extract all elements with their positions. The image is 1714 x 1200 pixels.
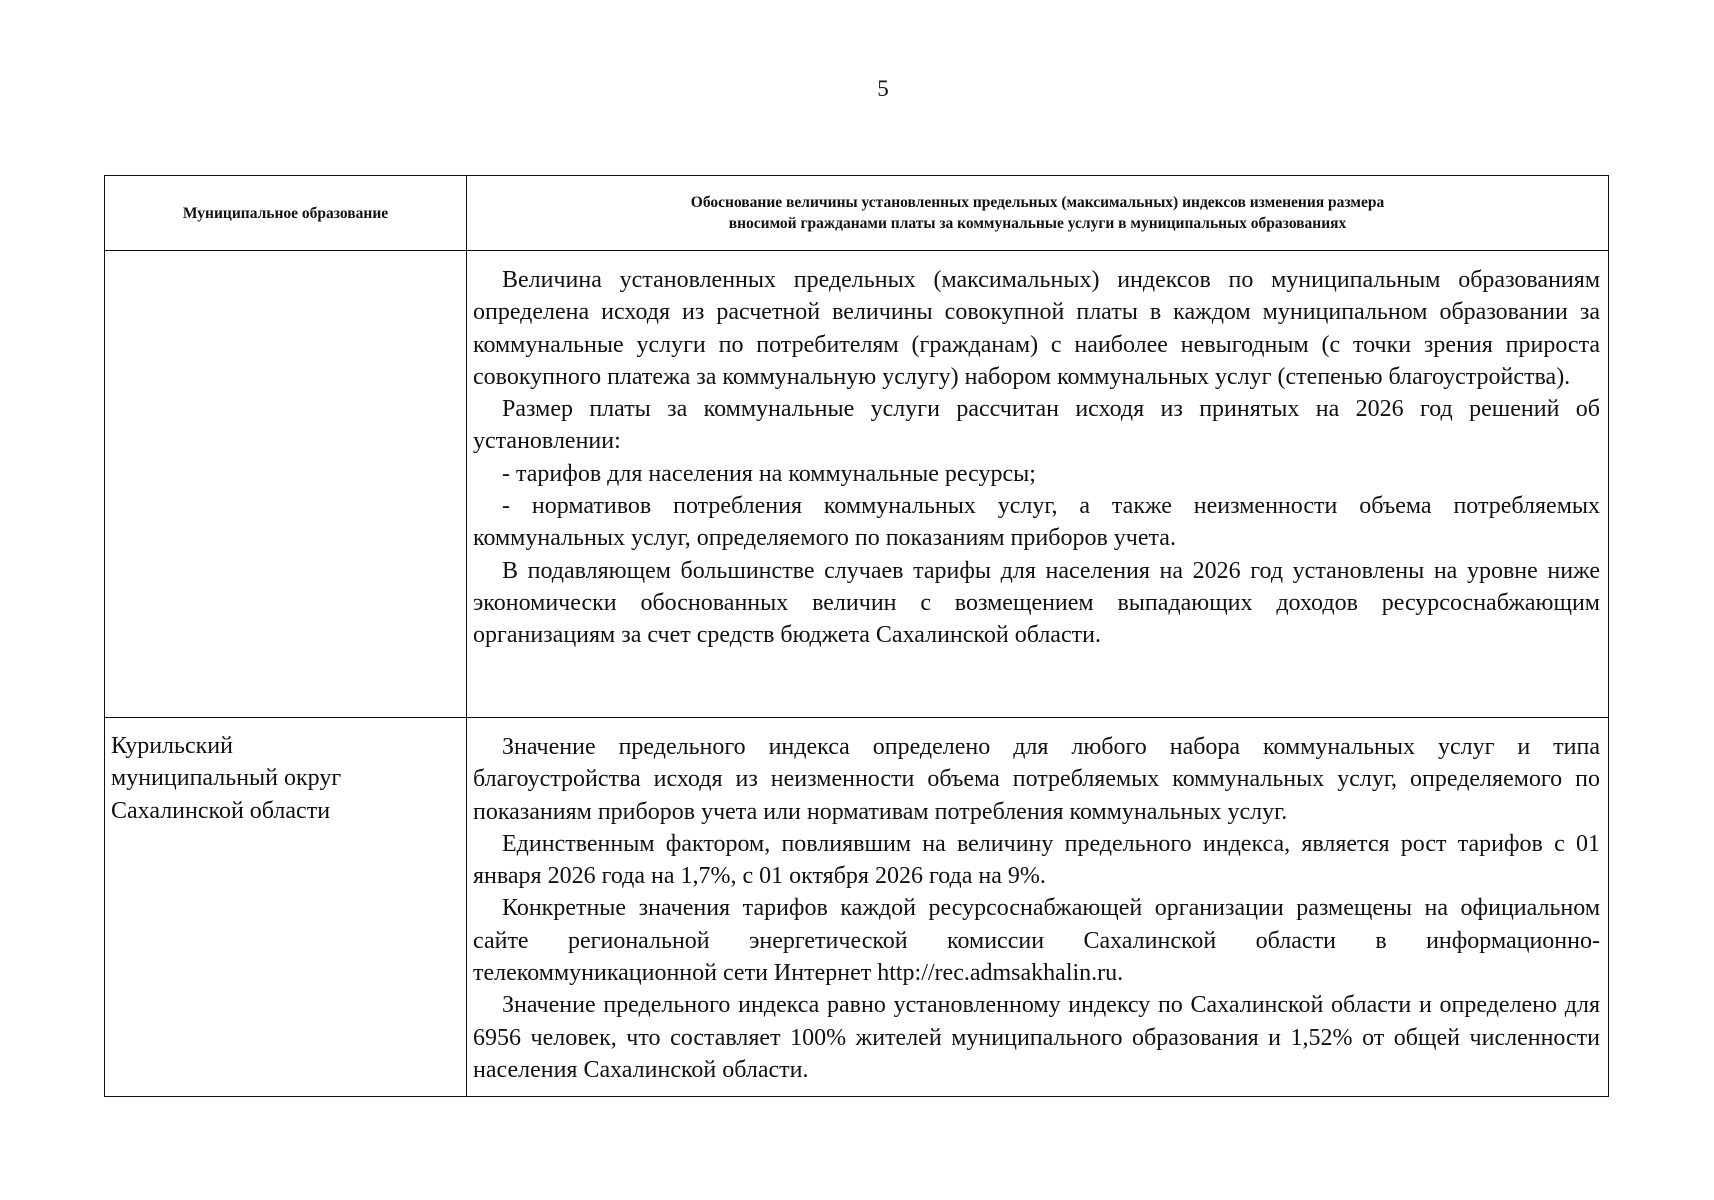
header-municipality: Муниципальное образование xyxy=(105,176,467,251)
municipality-line: Сахалинской области xyxy=(111,797,331,824)
page-number: 5 xyxy=(877,76,889,101)
table-header-row xyxy=(105,176,1609,251)
justification-table xyxy=(104,175,1609,1097)
justification-cell xyxy=(467,251,1609,718)
justification-cell xyxy=(467,718,1609,1097)
paragraph: Значение предельного индекса равно установленному индексу по Сахалинской области и определено для 6956 человек, что составляет 100% жителей муниципального образования и 1,52% от общей численности населения Сахалинской области. xyxy=(473,992,1600,1083)
paragraph: Размер платы за коммунальные услуги рассчитан исходя из принятых на 2026 год решений об установлении: xyxy=(473,396,1600,455)
municipality-line: муниципальный округ xyxy=(111,765,342,792)
table-row xyxy=(105,718,1609,1097)
municipality-cell xyxy=(105,251,467,718)
municipality-line: Курильский xyxy=(111,733,233,759)
header-justification xyxy=(467,176,1609,251)
paragraph: Значение предельного индекса определено для любого набора коммунальных услуг и типа благоустройства исходя из неизменности объема потребляемых коммунальных услуг, определяемого по показаниям приборов учета или нормативам потребления коммунальных услуг. xyxy=(473,734,1600,825)
table-row xyxy=(105,251,1609,718)
paragraph: - нормативов потребления коммунальных услуг, а также неизменности объема потребляемых коммунальных услуг, определяемого по показаниям приборов учета. xyxy=(473,493,1600,552)
paragraph: Единственным фактором, повлиявшим на величину предельного индекса, является рост тарифов с 01 января 2026 года на 1,7%, с 01 октября 2026 года на 9%. xyxy=(473,830,1600,890)
paragraph: Конкретные значения тарифов каждой ресурсоснабжающей организации размещены на официальном сайте региональной энергетической комиссии Сахалинской области в информационно-телекоммуникационной сети Интернет http://rec.admsakhalin.ru. xyxy=(473,895,1600,987)
paragraph: В подавляющем большинстве случаев тарифы для населения на 2026 год установлены на уровне ниже экономически обоснованных величин с возмещением выпадающих доходов ресурсоснабжающим организациям за счет средств бюджета Сахалинской области. xyxy=(473,557,1600,649)
header-justification-line1: Обоснование величины установленных предельных (максимальных) индексов изменения размера xyxy=(690,194,1385,211)
paragraph: - тарифов для населения на коммунальные ресурсы; xyxy=(502,460,1036,487)
municipality-cell xyxy=(105,718,467,1097)
paragraph: Величина установленных предельных (максимальных) индексов по муниципальным образованиям определена исходя из расчетной величины совокупной платы в каждом муниципальном образовании за коммунальные услуги по потребителям (гражданам) с наиболее невыгодным (с точки зрения прироста совокупного платежа за коммунальную услугу) набором коммунальных услуг (степенью благоустройства). xyxy=(473,267,1600,390)
header-justification-line2: вносимой гражданами платы за коммунальные услуги в муниципальных образованиях xyxy=(728,215,1347,232)
